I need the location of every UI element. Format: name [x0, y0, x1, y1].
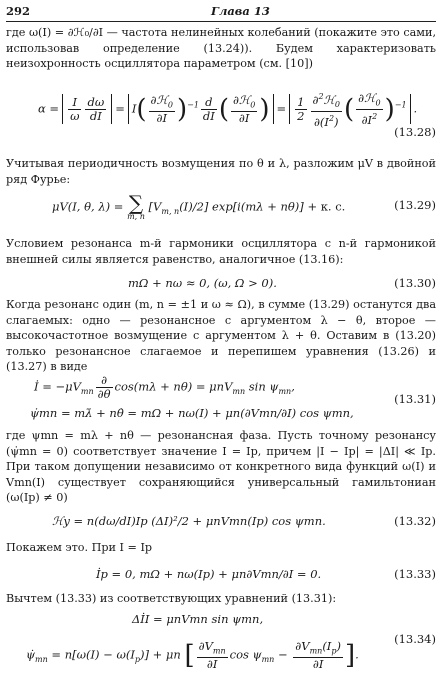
formula-13-28: α = $\frac{I}{\omega}$ $\frac{d\omega}{dI}$ = I( $\frac{\partial ℋ_0}{\partial I}$ )$^{-1}$ $\frac{d}{dI}$ ( $\frac{\partial ℋ_0}{\partial I}$ ) = $\frac{1}{2}$ $\frac{\partial^2ℋ_0}{\partial(I^2)}$ ( $\frac{\partial ℋ_0}{\partial I^2}$ )$^{-1}$ .: [38, 90, 418, 129]
paragraph-4: Когда резонанс один (m, n = ±1 и ω ≈ Ω), в сумме (13.29) останутся два слагаемых: одно — резонансное с аргументом λ − θ, второе — высокочастотное возмущение с аргументом λ + θ. Оставим в (13.20) только резонансное слагаемое и перепишем уравнения (13.26) и (13.27) в виде: [6, 298, 436, 373]
formula-13-31a: İ = $-\mu V_{mn}$ $\frac{\partial}{\partial\theta}$ cos(mλ + nθ) = μnV$_{mn}$ $\sin \psi_{mn}$,: [34, 373, 295, 401]
formula-13-29: μV(I, θ, λ) = ∑ m, n $[V_{m, n}(I)/2] \exp[i(m\lambda + n\theta)] + к$. с.: [52, 191, 346, 221]
chapter-title: Глава 13: [211, 4, 270, 18]
equation-13-28: [0, 84, 444, 142]
paragraph-5: где ψmn = mλ + nθ — резонансная фаза. Пусть точному резонансу (ψ̇mn = 0) соответствует значение I = Iр, причем |I − Iр| = |ΔI| ≪ Iр. При таком допущении независимо от конкретного вида функций ω(I) и Vmn(I) существует сохраняющийся универсальный гамильтониан (ω(Iр) ≠ 0): [6, 429, 436, 504]
paragraph-6: Покажем это. При I = Iр: [6, 541, 153, 554]
paragraph-3: Условием резонанса m-й гармоники осциллятора с n-й гармоникой внешней силы является равенство, аналогичное (13.16):: [6, 237, 436, 266]
equation-number: (13.34): [394, 632, 436, 646]
formula-13-34a: ΔİI = μnVmn sin ψmn,: [132, 612, 264, 626]
formula-13-30: mΩ + nω ≈ 0, (ω, Ω > 0).: [128, 276, 277, 290]
formula-13-33: İр = 0, mΩ + nω(Iр) + μn∂Vmn/∂I = 0.: [96, 567, 322, 581]
equation-13-31: [0, 370, 444, 426]
paragraph-1: где ω(I) = ∂ℋ₀/∂I — частота нелинейных колебаний (покажите это сами, использовав определение (13.24)). Будем характеризовать неизохронность осциллятора параметром (см. [10]): [6, 26, 436, 70]
equation-13-30: [0, 276, 444, 294]
paragraph-7: Вычтем (13.33) из соответствующих уравнений (13.31):: [6, 592, 337, 605]
equation-number: (13.28): [394, 125, 436, 139]
equation-number: (13.31): [394, 392, 436, 406]
equation-13-33: [0, 565, 444, 587]
formula-13-32: ℋy = n(dω/dI)Iр (ΔI)²/2 + μnVmn(Iр) cos ψmn.: [52, 514, 326, 528]
equation-number: (13.33): [394, 567, 436, 581]
equation-number: (13.30): [394, 276, 436, 290]
equation-number: (13.29): [394, 198, 436, 212]
equation-13-29: [0, 192, 444, 220]
equation-13-32: [0, 512, 444, 534]
equation-number: (13.32): [394, 514, 436, 528]
running-header: [6, 3, 436, 22]
paragraph-2: Учитывая периодичность возмущения по θ и λ, разложим μV в двойной ряд Фурье:: [6, 157, 436, 186]
page-number: 292: [6, 4, 31, 18]
formula-13-34b: $\psi̇_{mn} = n[\omega(I) - \omega(I_р)] + \mu n$ [ $\frac{\partial V_{mn}}{\partial I}$ $\cos \psi_{mn}$ − $\frac{\partial V_{mn}(I_р)}{\partial I}$ ].: [26, 639, 359, 672]
equation-13-34: [0, 610, 444, 682]
formula-13-31b: ψ̇mn = mλ̇ + nθ̇ = mΩ + nω(I) + μn(∂Vmn/∂I) cos ψmn,: [30, 406, 354, 420]
